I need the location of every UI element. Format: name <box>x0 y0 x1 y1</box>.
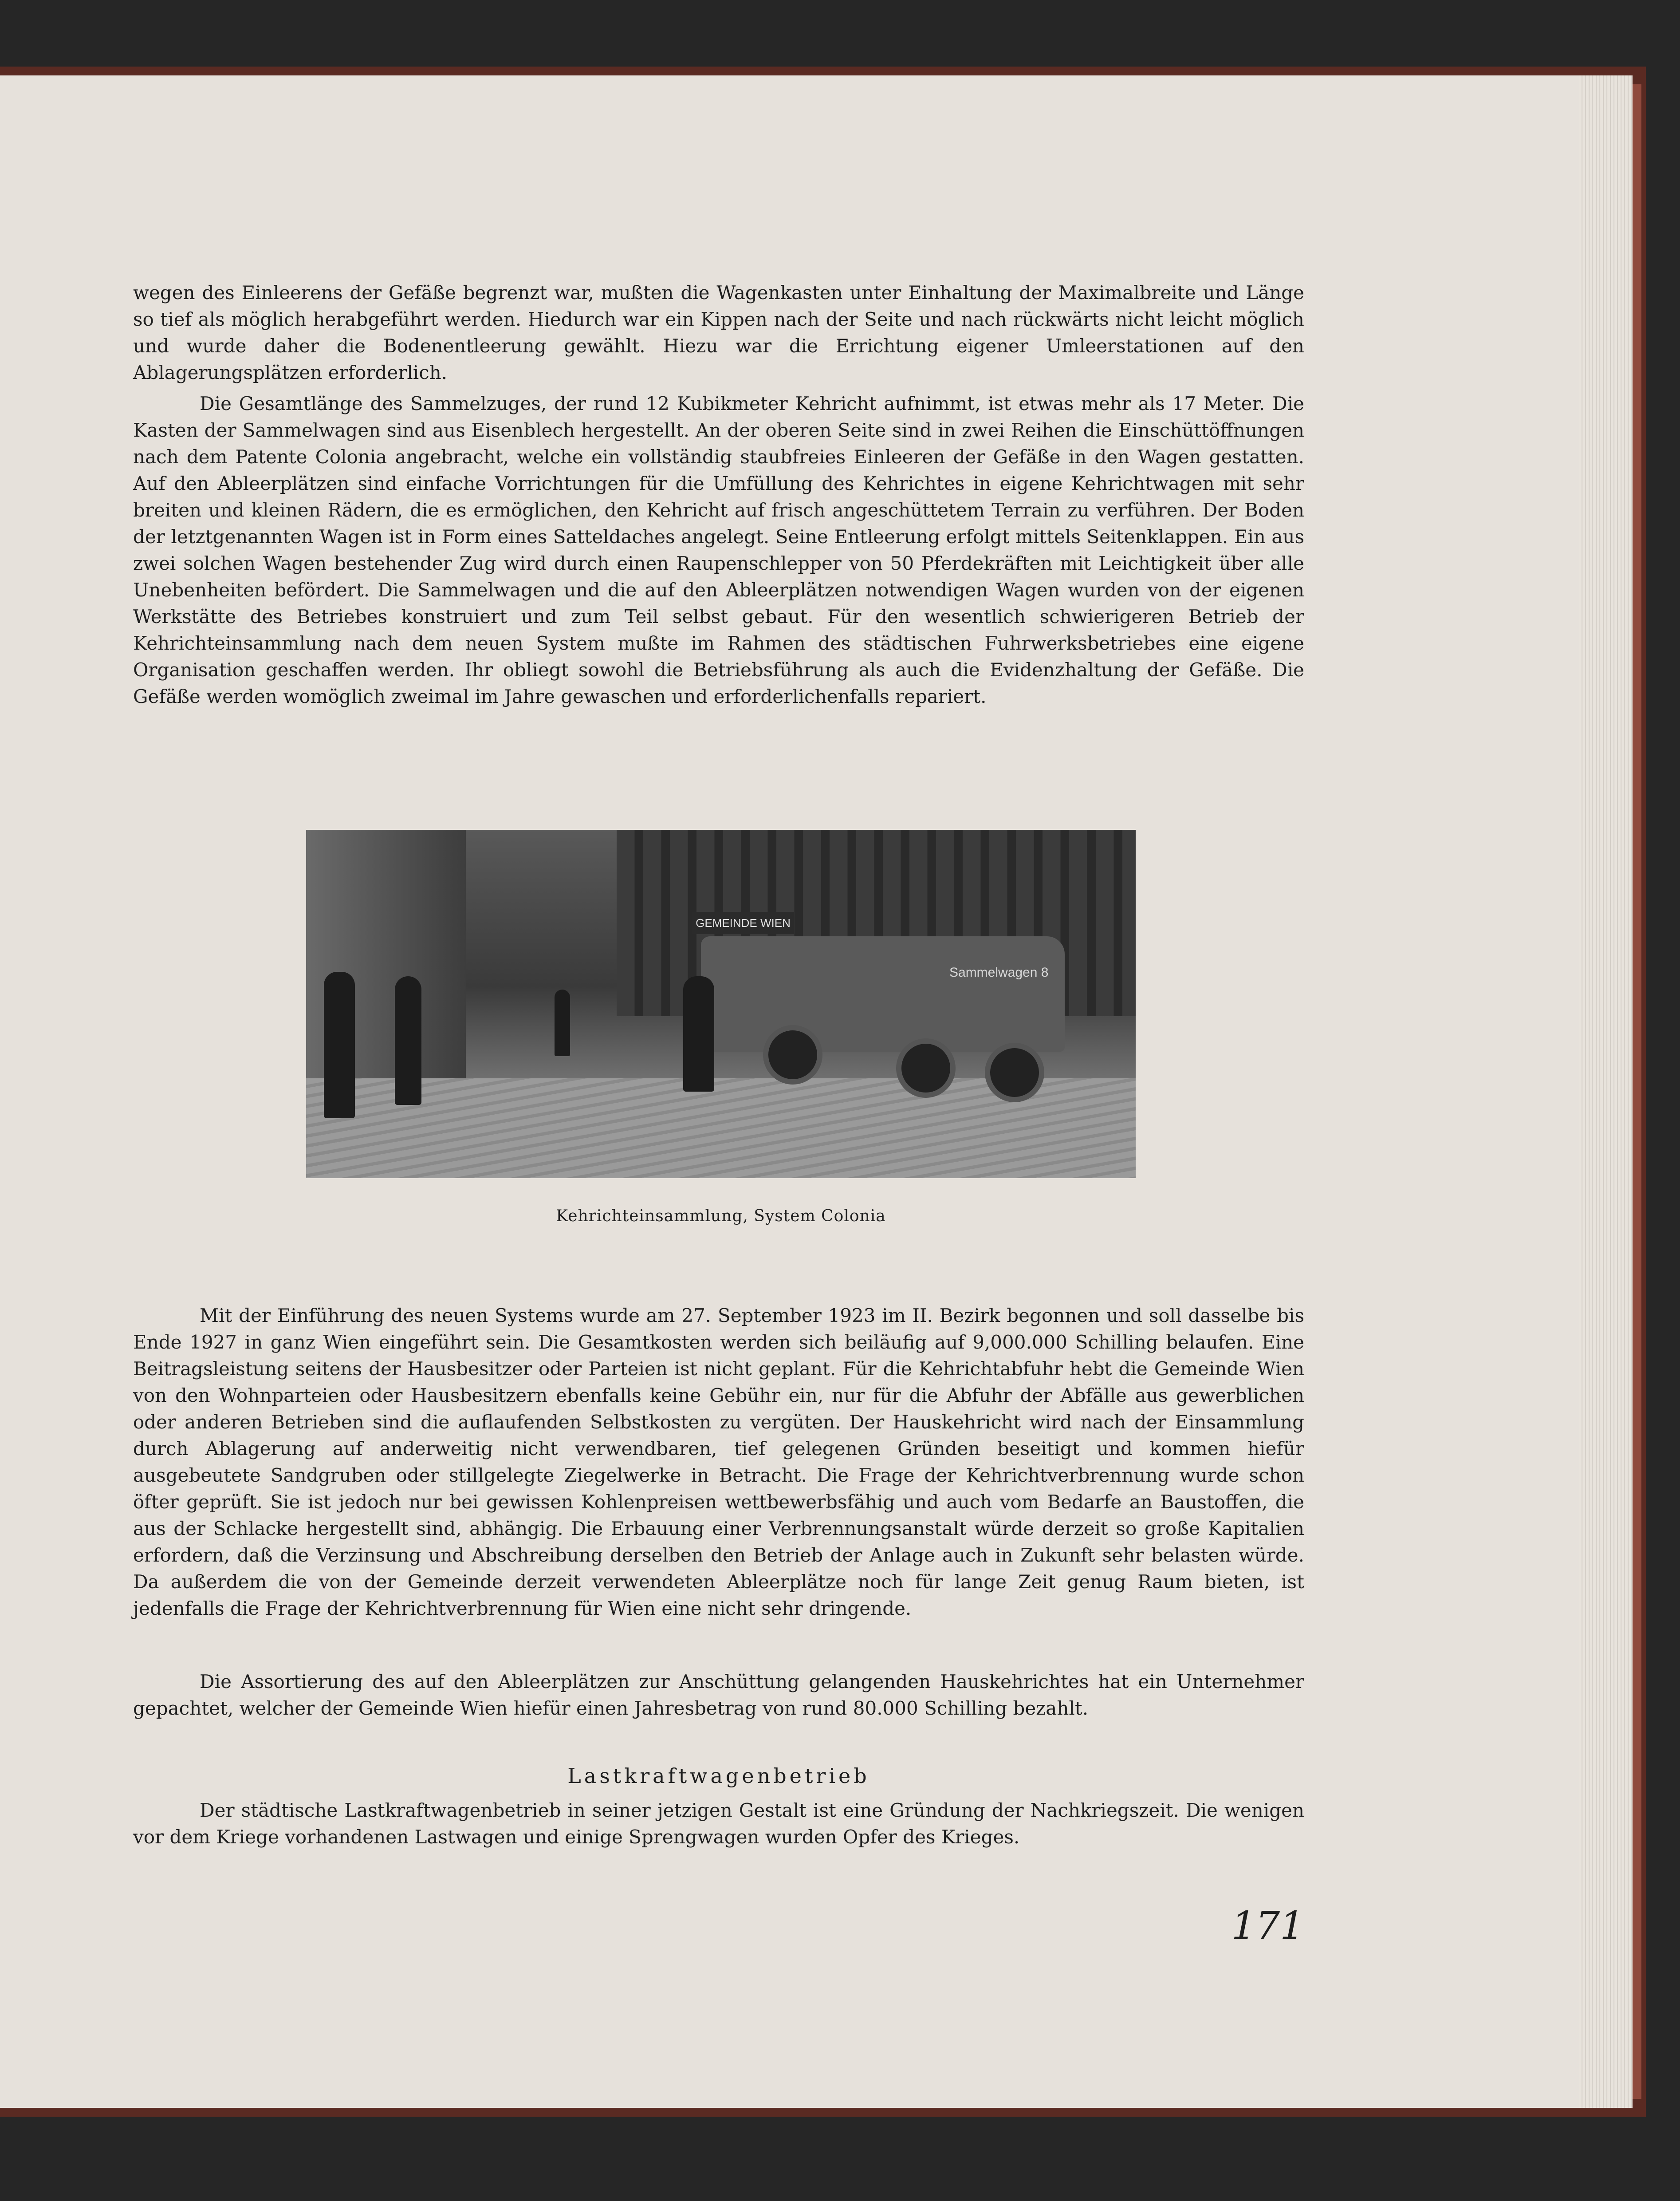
figure-caption: Kehrichteinsammlung, System Colonia <box>556 1207 886 1225</box>
photo-truck-wheel <box>896 1038 956 1098</box>
paragraph-4: Die Assortierung des auf den Ableerplätzen zur Anschüttung gelangenden Hauskehrichtes hat ein Unternehmer gepachtet, welcher der Gemeinde Wien hiefür einen Jahresbetrag von rund 80.000 Schilling bezahlt. <box>133 1671 1304 1719</box>
photo-person <box>324 972 355 1118</box>
photo-truck-wheel <box>985 1043 1044 1102</box>
photo-truck-wheel <box>763 1025 822 1085</box>
photo-person <box>395 976 421 1105</box>
page-number: 171 <box>1231 1904 1304 1948</box>
book-spine-edge <box>1633 84 1641 2099</box>
paragraph-1: wegen des Einleerens der Gefäße begrenzt war, mußten die Wagenkasten unter Einhaltung der Maximalbreite und Länge so tief als möglich herabgeführt werden. Hiedurch war ein Kippen nach der Seite und nach rückwärts nicht leicht möglich und wurde daher die Bodenentleerung gewählt. Hiezu war die Errichtung eigener Umleerstationen auf den Ablagerungsplätzen erforderlich. <box>133 282 1304 383</box>
page-edges <box>1579 75 1633 2108</box>
section-heading: Lastkraftwagenbetrieb <box>567 1764 870 1788</box>
street-photo <box>306 830 1136 1178</box>
paragraph-5: Der städtische Lastkraftwagenbetrieb in seiner jetzigen Gestalt ist eine Gründung der Nachkriegszeit. Die wenigen vor dem Kriege vorhandenen Lastwagen und einige Sprengwagen wurden Opfer des Krieges. <box>133 1799 1304 1848</box>
paragraph-3: Mit der Einführung des neuen Systems wurde am 27. September 1923 im II. Bezirk begonnen und soll dasselbe bis Ende 1927 in ganz Wien eingeführt sein. Die Gesamtkosten werden sich beiläufig auf 9,000.000 Schilling belaufen. Eine Beitragsleistung seitens der Hausbesitzer oder Parteien ist nicht geplant. Für die Kehrichtabfuhr hebt die Gemeinde Wien von den Wohnparteien oder Hausbesitzern ebenfalls keine Gebühr ein, nur für die Abfuhr der Abfälle aus gewerblichen oder anderen Betrieben sind die auflaufenden Selbstkosten zu vergüten. Der Hauskehricht wird nach der Einsammlung durch Ablagerung auf anderweitig nicht verwendbaren, tief gelegenen Gründen beseitigt und kommen hiefür ausgebeutete Sandgruben oder stillgelegte Ziegelwerke in Betracht. Die Frage der Kehrichtverbrennung wurde schon öfter geprüft. Sie ist jedoch nur bei gewissen Kohlenpreisen wettbewerbsfähig und auch vom Bedarfe an Baustoffen, die aus der Schlacke hergestellt sind, abhängig. Die Erbauung einer Verbrennungsanstalt würde derzeit so große Kapitalien erfordern, daß die Verzinsung und Abschreibung derselben den Betrieb der Anlage auch in Zukunft sehr belasten würde. Da außerdem die von der Gemeinde derzeit verwendeten Ableerplätze noch für lange Zeit genug Raum bieten, ist jedenfalls die Frage der Kehrichtverbrennung für Wien eine nicht sehr dringende. <box>133 1305 1304 1619</box>
photo-person <box>555 990 570 1056</box>
photo-sign: GEMEINDE WIEN <box>692 912 794 934</box>
photo-garbage-truck <box>701 936 1065 1052</box>
paragraph-2: Die Gesamtlänge des Sammelzuges, der rund 12 Kubikmeter Kehricht aufnimmt, ist etwas mehr als 17 Meter. Die Kasten der Sammelwagen sind aus Eisenblech hergestellt. An der oberen Seite sind in zwei Reihen die Einschüttöffnungen nach dem Patente Colonia angebracht, welche ein vollständig staubfreies Einleeren der Gefäße in den Wagen gestatten. Auf den Ableerplätzen sind einfache Vorrichtungen für die Umfüllung des Kehrichtes in eigene Kehrichtwagen mit sehr breiten und kleinen Rädern, die es ermöglichen, den Kehricht auf frisch angeschüttetem Terrain zu verführen. Der Boden der letztgenannten Wagen ist in Form eines Satteldaches angelegt. Seine Entleerung erfolgt mittels Seitenklappen. Ein aus zwei solchen Wagen bestehender Zug wird durch einen Raupenschlepper von 50 Pferdekräften mit Leichtigkeit über alle Unebenheiten befördert. Die Sammelwagen und die auf den Ableerplätzen notwendigen Wagen wurden von der eigenen Werkstätte des Betriebes konstruiert und zum Teil selbst gebaut. Für den wesentlich schwierigeren Betrieb der Kehrichteinsammlung nach dem neuen System mußte im Rahmen des städtischen Fuhrwerksbetriebes eine eigene Organisation geschaffen werden. Ihr obliegt sowohl die Betriebsführung als auch die Evidenzhaltung der Gefäße. Die Gefäße werden womöglich zweimal im Jahre gewaschen und erforderlichenfalls repariert. <box>133 393 1304 707</box>
photo-truck-label: Sammelwagen 8 <box>949 965 1049 980</box>
photo-person <box>683 976 714 1092</box>
